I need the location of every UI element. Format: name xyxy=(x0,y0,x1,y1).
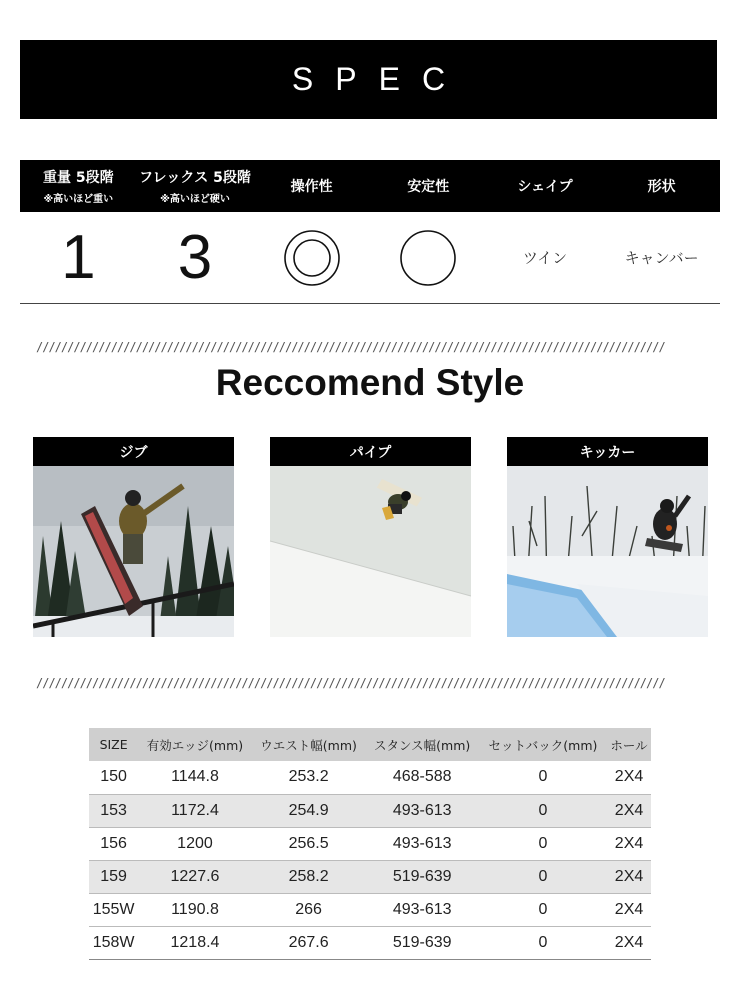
spec-weight-value: 1 xyxy=(61,223,96,292)
spec-header-flex: フレックス 5段階 ※高いほど硬い xyxy=(139,170,251,205)
spec-header-row xyxy=(20,160,720,212)
table-row: 156 1200 256.5 493-613 0 2X4 xyxy=(89,827,651,860)
style-label-jib: ジブ xyxy=(33,437,234,466)
circle-icon xyxy=(398,228,458,288)
spec-header-handling: 操作性 xyxy=(290,179,333,195)
size-table-header xyxy=(89,728,651,761)
spec-header-weight: 重量 5段階 ※高いほど重い xyxy=(43,170,114,205)
style-label-pipe: パイプ xyxy=(270,437,471,466)
table-row: 155W 1190.8 266 493-613 0 2X4 xyxy=(89,893,651,926)
style-card-jib xyxy=(33,437,234,637)
col-effective-edge: 有効エッジ(mm) xyxy=(138,728,252,761)
table-row: 150 1144.8 253.2 468-588 0 2X4 xyxy=(89,761,651,794)
spec-profile-value: キャンバー xyxy=(624,249,699,267)
style-card-kicker xyxy=(507,437,708,637)
spec-shape-value: ツイン xyxy=(522,249,568,267)
spec-values-row xyxy=(20,212,720,304)
style-card-pipe xyxy=(270,437,471,637)
spec-header-profile: 形状 xyxy=(647,179,676,195)
spec-banner xyxy=(20,40,717,119)
col-setback: セットバック(mm) xyxy=(479,728,607,761)
spec-handling-value xyxy=(253,212,370,303)
kicker-photo xyxy=(507,466,708,637)
style-label-kicker: キッカー xyxy=(507,437,708,466)
double-circle-icon xyxy=(282,228,342,288)
recommend-title: Reccomend Style xyxy=(215,362,525,403)
col-size: SIZE xyxy=(89,728,138,761)
jib-photo xyxy=(33,466,234,637)
table-row: 158W 1218.4 267.6 519-639 0 2X4 xyxy=(89,926,651,959)
table-row: 153 1172.4 254.9 493-613 0 2X4 xyxy=(89,794,651,827)
col-stance-width: スタンス幅(mm) xyxy=(366,728,479,761)
col-waist-width: ウエスト幅(mm) xyxy=(252,728,366,761)
col-holes: ホール xyxy=(607,728,651,761)
pipe-photo xyxy=(270,466,471,637)
slash-divider: ///////////////////////////////////////////////////////////////////////////////////////////////////// xyxy=(36,676,665,690)
spec-header-stability: 安定性 xyxy=(407,179,450,195)
table-row: 159 1227.6 258.2 519-639 0 2X4 xyxy=(89,860,651,893)
size-table xyxy=(89,728,651,960)
spec-stability-value xyxy=(370,212,487,303)
spec-title: SPEC xyxy=(291,61,468,97)
spec-flex-value: 3 xyxy=(177,223,213,292)
spec-header-shape: シェイプ xyxy=(517,179,573,195)
slash-divider: ///////////////////////////////////////////////////////////////////////////////////////////////////// xyxy=(36,340,665,354)
